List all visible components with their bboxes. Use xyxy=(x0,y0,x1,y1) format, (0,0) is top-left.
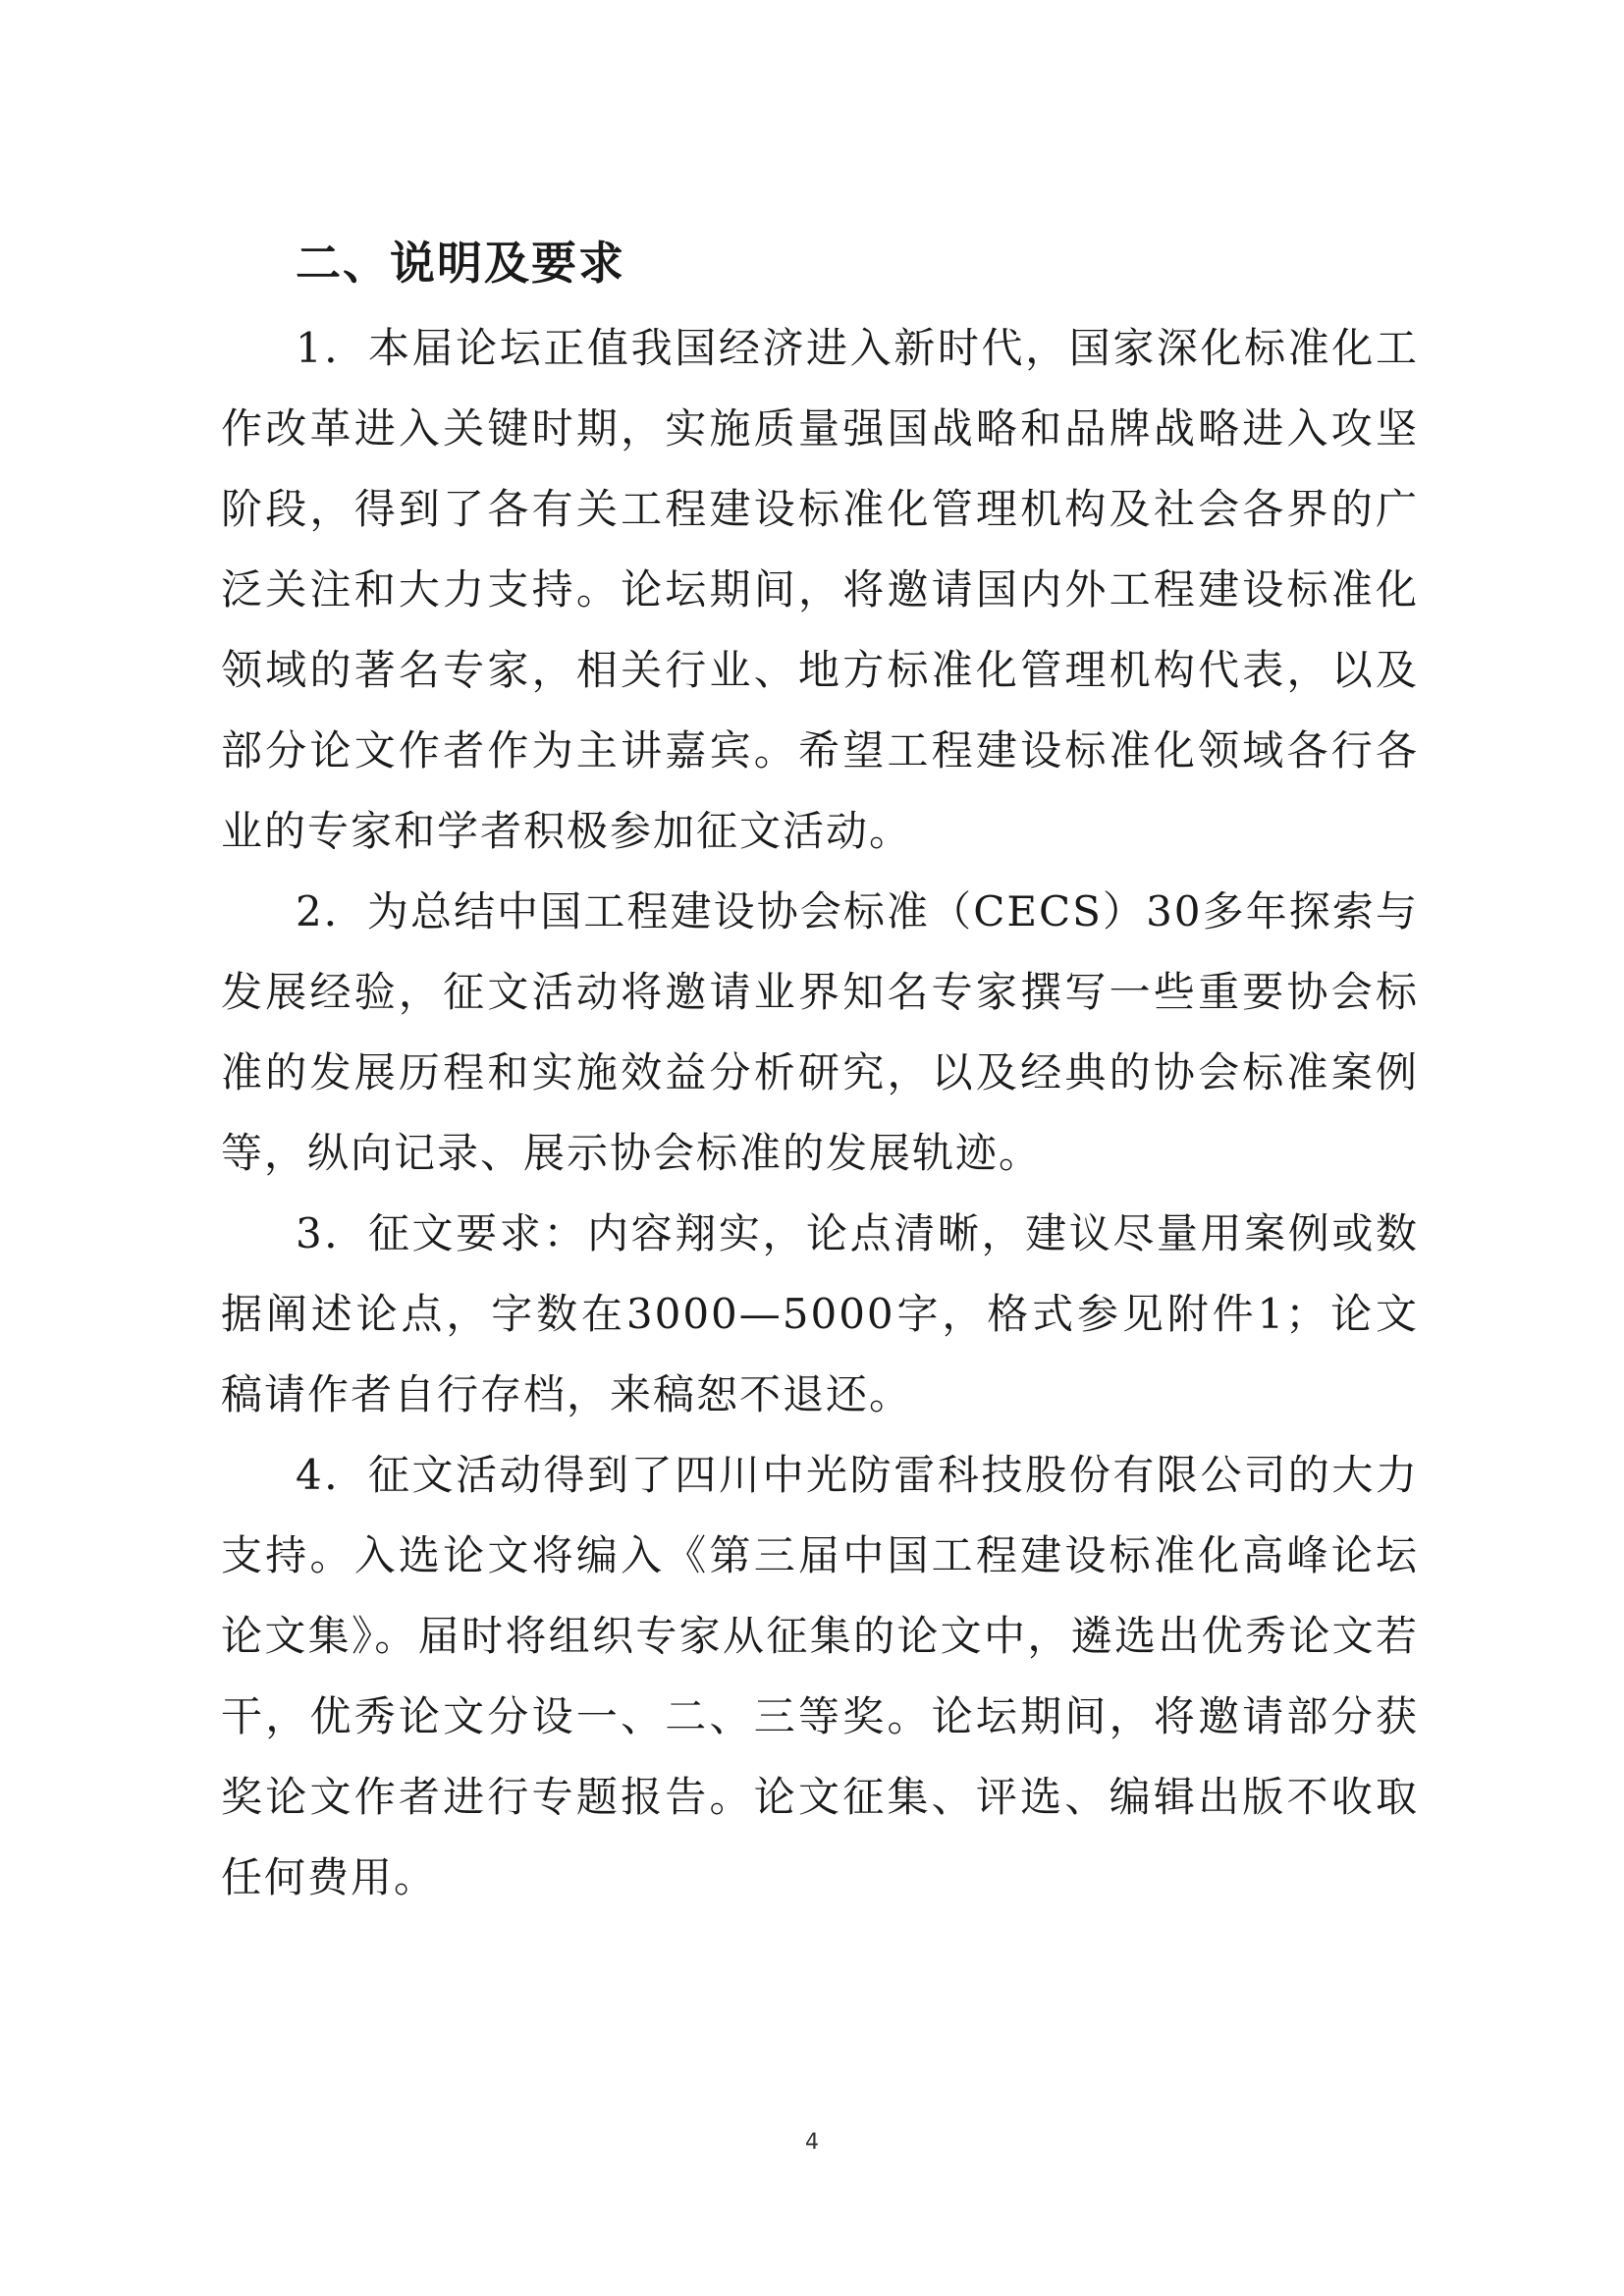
paragraph-1: 1．本届论坛正值我国经济进入新时代，国家深化标准化工作改革进入关键时期，实施质量强国战略和品牌战略进入攻坚阶段，得到了各有关工程建设标准化管理机构及社会各界的广泛关注和大力支持。论坛期间，将邀请国内外工程建设标准化领域的著名专家，相关行业、地方标准化管理机构代表，以及部分论文作者作为主讲嘉宾。希望工程建设标准化领域各行各业的专家和学者积极参加征文活动。 xyxy=(221,324,1419,855)
paragraph-4: 4．征文活动得到了四川中光防雷科技股份有限公司的大力支持。入选论文将编入《第三届中国工程建设标准化高峰论坛论文集》。届时将组织专家从征集的论文中，遴选出优秀论文若干，优秀论文分设一、二、三等奖。论坛期间，将邀请部分获奖论文作者进行专题报告。论文征集、评选、编辑出版不收取任何费用。 xyxy=(221,1451,1419,1901)
page-number: 4 xyxy=(805,2130,819,2155)
paragraph-3: 3．征文要求：内容翔实，论点清晰，建议尽量用案例或数据阐述论点，字数在3000—5000字，格式参见附件1；论文稿请作者自行存档，来稿恕不退还。 xyxy=(221,1209,1419,1418)
document-body xyxy=(221,226,1419,1918)
section-heading: 二、说明及要求 xyxy=(296,237,625,290)
paragraph-2: 2．为总结中国工程建设协会标准（CECS）30多年探索与发展经验，征文活动将邀请业界知名专家撰写一些重要协会标准的发展历程和实施效益分析研究，以及经典的协会标准案例等，纵向记录、展示协会标准的发展轨迹。 xyxy=(221,887,1419,1177)
